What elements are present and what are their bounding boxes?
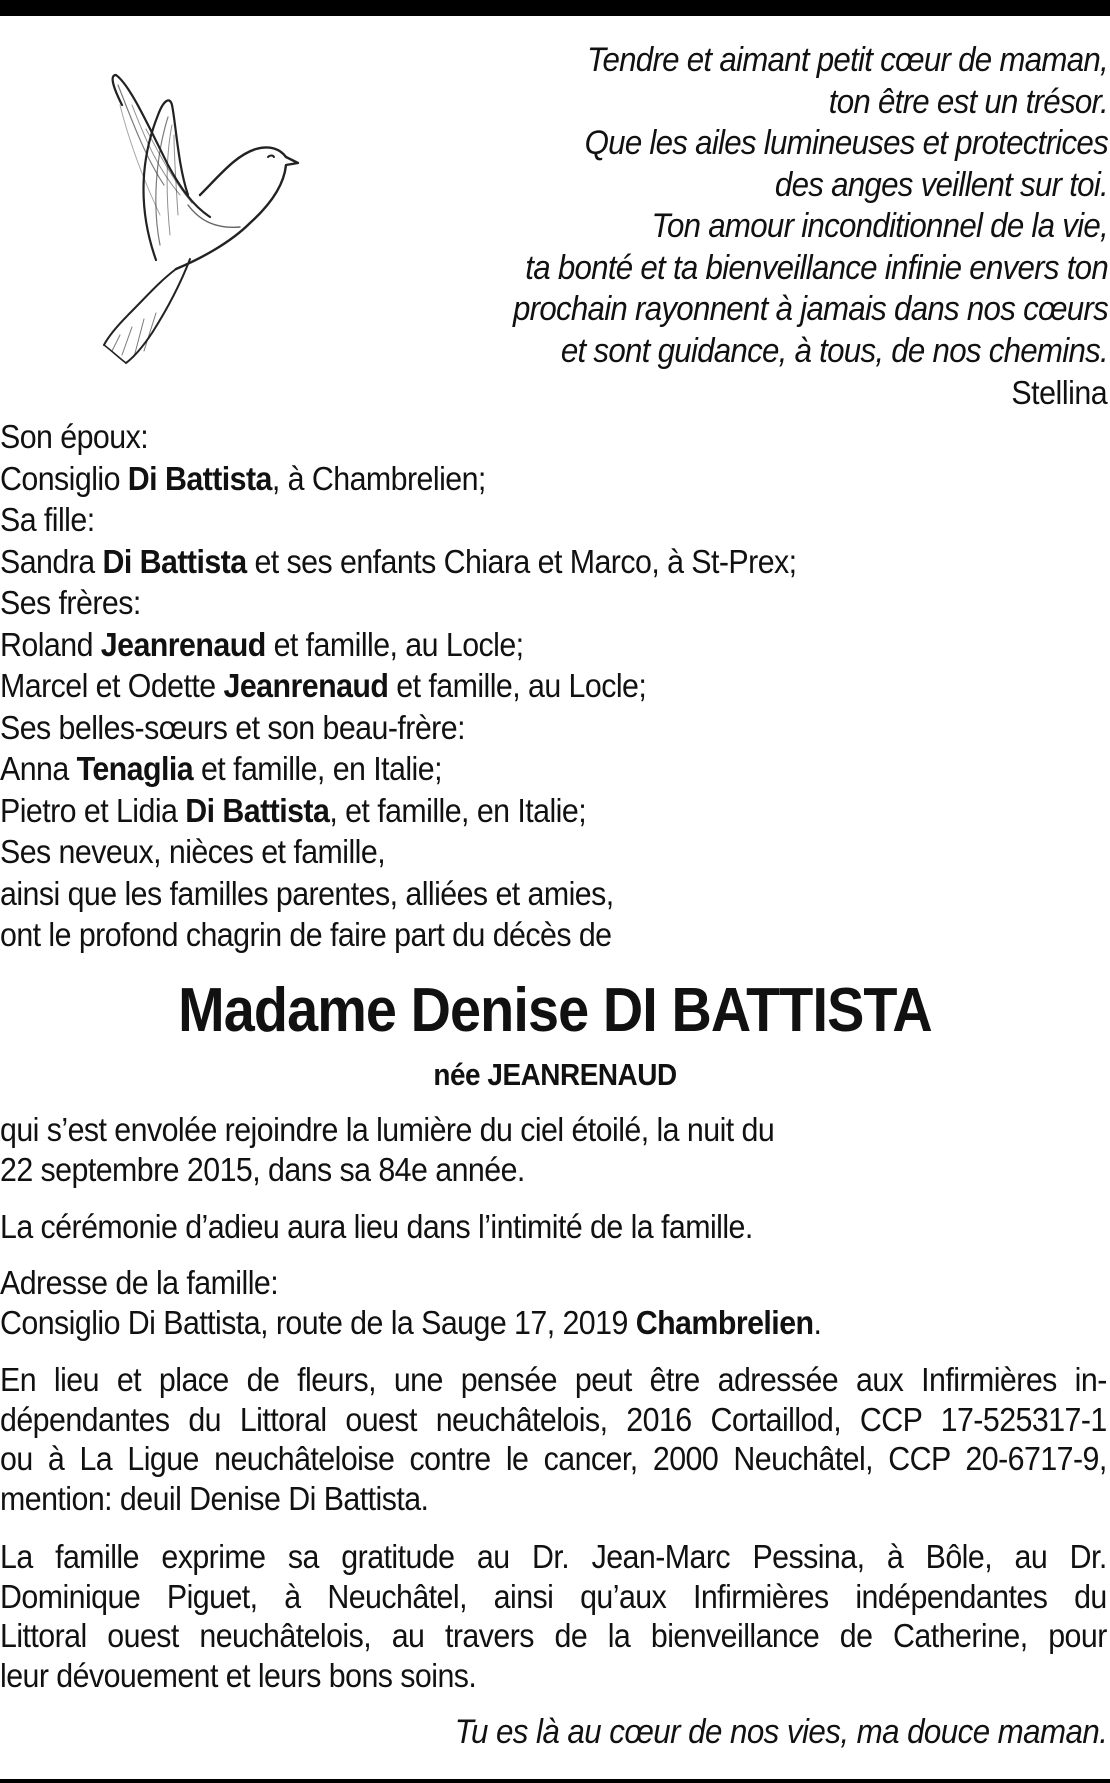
top-border-rule: [0, 0, 1110, 16]
spouse-line: Consiglio Di Battista, à Chambrelien;: [0, 459, 486, 497]
poem-line: Tendre et aimant petit cœur de maman,: [586, 41, 1108, 79]
spouse-heading: Son époux:: [0, 418, 149, 455]
paragraph-line: Dominique Piguet, à Neuchâtel, ainsi qu’aux Infirmières indépendantes du: [0, 1577, 1107, 1615]
inlaw-line: Pietro et Lidia Di Battista, et famille, en Italie;: [0, 791, 587, 829]
inlaw-line: Anna Tenaglia et famille, en Italie;: [0, 750, 442, 787]
family-closing-line: Ses neveux, nièces et famille,: [0, 833, 386, 870]
poem-line: ta bonté et ta bienveillance infinie envers ton: [525, 248, 1108, 287]
passing-paragraph: [0, 1110, 774, 1189]
poem: [409, 40, 1108, 372]
brother-line: Marcel et Odette Jeanrenaud et famille, au Locle;: [0, 667, 647, 704]
poem-line: et sont guidance, à tous, de nos chemins.: [560, 331, 1108, 370]
paragraph-line: La famille exprime sa gratitude au Dr. Jean-Marc Pessina, à Bôle, au Dr.: [0, 1538, 1107, 1575]
address-paragraph: [0, 1263, 821, 1342]
daughter-heading: Sa fille:: [0, 501, 95, 538]
paragraph-line: mention: deuil Denise Di Battista.: [0, 1479, 429, 1517]
paragraph-line: ou à La Ligue neuchâteloise contre le cancer, 2000 Neuchâtel, CCP 20-6717-9,: [0, 1440, 1107, 1477]
dove-drawing-icon: [60, 45, 340, 375]
bottom-border-rule: [0, 1779, 1110, 1783]
daughter-line: Sandra Di Battista et ses enfants Chiara et Marco, à St-Prex;: [0, 542, 797, 580]
address-line: Consiglio Di Battista, route de la Sauge 17, 2019 Chambrelien.: [0, 1303, 822, 1341]
paragraph-line: qui s’est envolée rejoindre la lumière du ciel étoilé, la nuit du: [0, 1111, 775, 1148]
poem-line: ton être est un trésor.: [828, 82, 1108, 121]
deceased-name: Madame Denise DI BATTISTA: [178, 976, 932, 1045]
brother-line: Roland Jeanrenaud et famille, au Locle;: [0, 625, 524, 663]
paragraph-line: En lieu et place de fleurs, une pensée peut être adressée aux Infirmières in-: [0, 1361, 1107, 1398]
family-closing-line: ont le profond chagrin de faire part du décès de: [0, 916, 612, 953]
poem-line: des anges veillent sur toi.: [774, 165, 1108, 204]
poem-line: Ton amour inconditionnel de la vie,: [651, 207, 1108, 245]
donation-paragraph: [0, 1360, 1107, 1518]
gratitude-paragraph: [0, 1537, 1107, 1695]
poem-line: Que les ailes lumineuses et protectrices: [584, 124, 1108, 162]
ceremony-paragraph: La cérémonie d’adieu aura lieu dans l’intimité de la famille.: [0, 1208, 753, 1245]
family-list: [0, 416, 1021, 956]
paragraph-line: Littoral ouest neuchâtelois, au travers de la bienveillance de Catherine, pour: [0, 1617, 1107, 1654]
family-closing-line: ainsi que les familles parentes, alliées et amies,: [0, 874, 614, 912]
paragraph-line: dépendantes du Littoral ouest neuchâtelois, 2016 Cortaillod, CCP 17-525317-1: [0, 1400, 1107, 1438]
closing-phrase: Tu es là au cœur de nos vies, ma douce maman.: [454, 1713, 1107, 1751]
maiden-name: née JEANRENAUD: [433, 1057, 677, 1092]
brothers-heading: Ses frères:: [0, 584, 141, 621]
paragraph-line: 22 septembre 2015, dans sa 84e année.: [0, 1150, 525, 1188]
inlaws-heading: Ses belles-sœurs et son beau-frère:: [0, 708, 465, 746]
poem-line: prochain rayonnent à jamais dans nos cœurs: [512, 290, 1108, 328]
poem-signature: Stellina: [1011, 374, 1107, 411]
address-heading: Adresse de la famille:: [0, 1264, 279, 1301]
paragraph-line: leur dévouement et leurs bons soins.: [0, 1656, 477, 1694]
